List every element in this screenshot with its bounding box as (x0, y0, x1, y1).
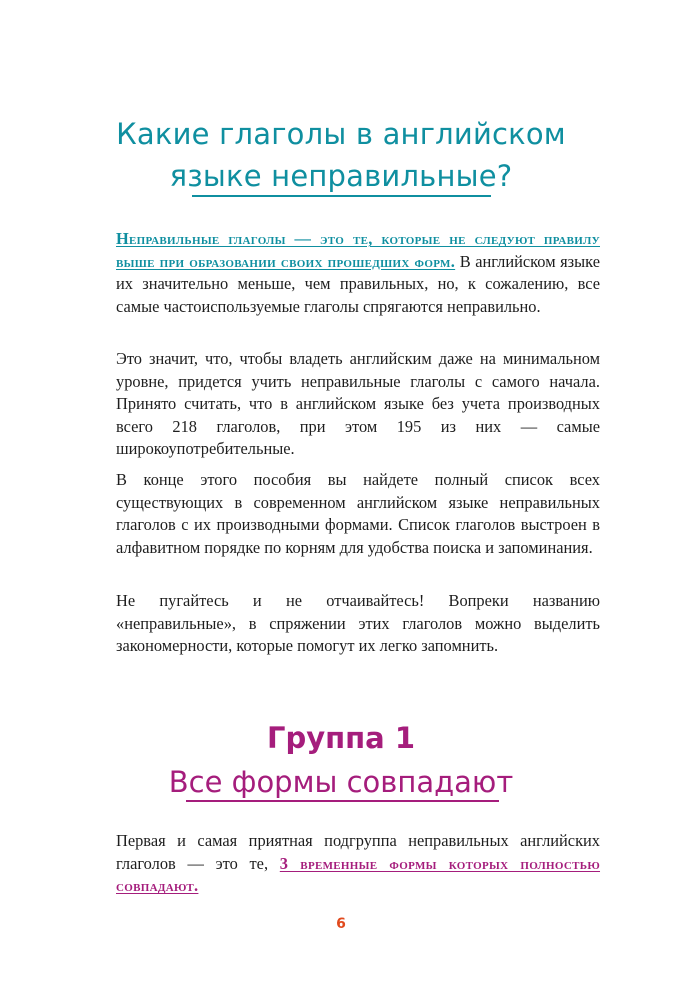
paragraph-full-list: В конце этого пособия вы найдете полный список всех существующих в современном английском языке неправильных глаголов с их производными формами. Список глаголов выстроен в алфавитном порядке по корням для удобства поиска и запоминания. (116, 470, 600, 557)
paragraph-definition (116, 228, 600, 318)
section-title-underline (192, 195, 491, 197)
definition-highlight: Неправильные глаголы — это те, которые не следуют правилу выше при образовании своих прошедших форм. (116, 229, 600, 271)
group-title: Группа 1 (266, 721, 416, 755)
section-title (0, 113, 682, 197)
group-intro-text: Первая и самая приятная подгруппа неправильных английских глаголов — это те, (116, 831, 600, 873)
group-heading (0, 720, 682, 801)
page-number: 6 (336, 916, 346, 932)
paragraph-minimum-level: Это значит, что, чтобы владеть английским даже на минимальном уровне, придется учить неправильные глаголы с самого начала. Принято считать, что в английском языке без учета производных всего 218 глаголов, при этом 195 из них — самые широкоупотребительные. (116, 349, 600, 459)
definition-rest: В английском языке их значительно меньше, чем правильных, но, к сожалению, все самые частоиспользуемые глаголы спрягаются неправильно. (116, 251, 601, 316)
group-heading-underline (186, 800, 499, 802)
section-title-line-1: Какие глаголы в английском (116, 117, 566, 151)
group-intro-highlight: 3 временные формы которых полностью совпадают. (116, 853, 601, 896)
section-title-line-2: языке неправильные? (169, 159, 513, 194)
group-subtitle: Все формы совпадают (168, 764, 514, 799)
paragraph-encouragement: Не пугайтесь и не отчаивайтесь! Вопреки названию «неправильные», в спряжении этих глаголов можно выделить закономерности, которые помогут их легко запомнить. (116, 591, 600, 656)
paragraph-group-intro (116, 830, 600, 898)
